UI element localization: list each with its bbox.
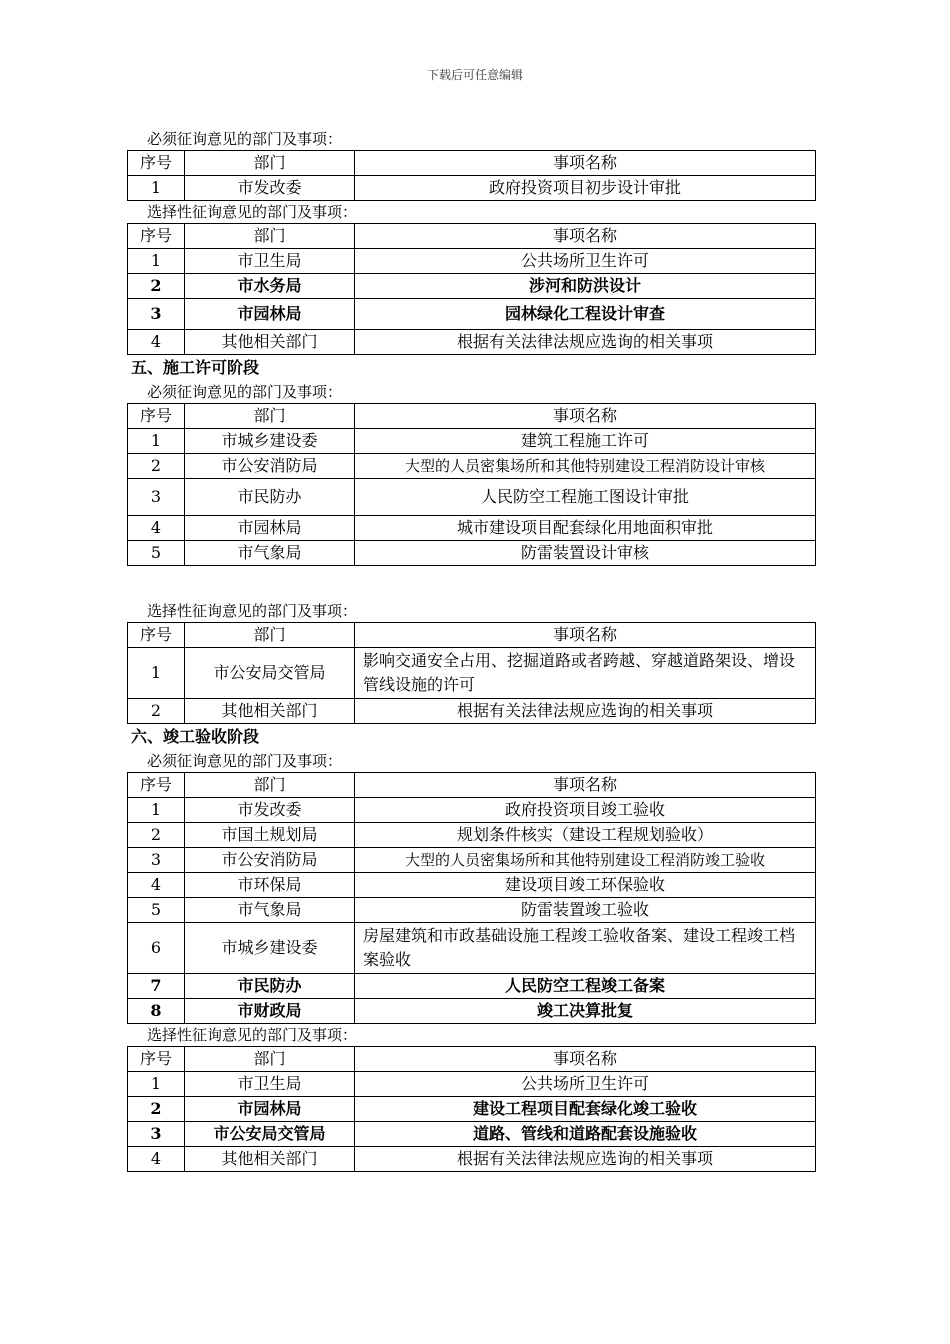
table-row bbox=[128, 848, 816, 873]
row-no: 1 bbox=[128, 1072, 185, 1097]
table-row bbox=[128, 429, 816, 454]
col-header-no: 序号 bbox=[128, 404, 185, 429]
row-no: 6 bbox=[128, 923, 185, 974]
row-no: 4 bbox=[128, 330, 185, 355]
table-row bbox=[128, 699, 816, 724]
table-row bbox=[128, 898, 816, 923]
row-no: 1 bbox=[128, 249, 185, 274]
col-header-no: 序号 bbox=[128, 773, 185, 798]
row-no: 4 bbox=[128, 873, 185, 898]
row-item: 根据有关法律法规应选询的相关事项 bbox=[355, 1147, 816, 1172]
table-row bbox=[128, 1097, 816, 1122]
row-no: 4 bbox=[128, 516, 185, 541]
table-row bbox=[128, 249, 816, 274]
table-row bbox=[128, 923, 816, 974]
col-header-item: 事项名称 bbox=[355, 1047, 816, 1072]
table-row bbox=[128, 873, 816, 898]
row-dept: 市发改委 bbox=[185, 176, 355, 201]
mandatory-note: 必须征询意见的部门及事项： bbox=[147, 752, 343, 770]
row-dept: 其他相关部门 bbox=[185, 699, 355, 724]
row-dept: 市财政局 bbox=[185, 999, 355, 1024]
row-no: 8 bbox=[128, 999, 185, 1024]
row-item: 政府投资项目初步设计审批 bbox=[355, 176, 816, 201]
row-dept: 市气象局 bbox=[185, 898, 355, 923]
row-item: 城市建设项目配套绿化用地面积审批 bbox=[355, 516, 816, 541]
col-header-no: 序号 bbox=[128, 1047, 185, 1072]
col-header-item: 事项名称 bbox=[355, 151, 816, 176]
col-header-item: 事项名称 bbox=[355, 224, 816, 249]
section-title-construction-permit: 五、施工许可阶段 bbox=[131, 358, 260, 377]
col-header-dept: 部门 bbox=[185, 1047, 355, 1072]
row-no: 4 bbox=[128, 1147, 185, 1172]
row-dept: 其他相关部门 bbox=[185, 330, 355, 355]
row-item: 竣工决算批复 bbox=[355, 999, 816, 1024]
row-no: 1 bbox=[128, 798, 185, 823]
col-header-no: 序号 bbox=[128, 151, 185, 176]
row-no: 5 bbox=[128, 898, 185, 923]
mandatory-table-permit bbox=[127, 403, 816, 566]
row-dept: 市卫生局 bbox=[185, 1072, 355, 1097]
table-row bbox=[128, 1122, 816, 1147]
row-item: 大型的人员密集场所和其他特别建设工程消防设计审核 bbox=[355, 454, 816, 479]
row-no: 2 bbox=[128, 274, 185, 299]
row-dept: 市城乡建设委 bbox=[185, 429, 355, 454]
row-no: 3 bbox=[128, 1122, 185, 1147]
col-header-item: 事项名称 bbox=[355, 404, 816, 429]
table-row bbox=[128, 330, 816, 355]
table-row bbox=[128, 274, 816, 299]
row-dept: 市园林局 bbox=[185, 1097, 355, 1122]
col-header-no: 序号 bbox=[128, 623, 185, 648]
row-item: 防雷装置设计审核 bbox=[355, 541, 816, 566]
row-item: 根据有关法律法规应选询的相关事项 bbox=[355, 699, 816, 724]
row-no: 2 bbox=[128, 1097, 185, 1122]
document-body bbox=[127, 128, 815, 1172]
table-row bbox=[128, 648, 816, 699]
table-header-row bbox=[128, 773, 816, 798]
row-no: 3 bbox=[128, 299, 185, 330]
row-dept: 市园林局 bbox=[185, 516, 355, 541]
row-dept: 市发改委 bbox=[185, 798, 355, 823]
row-dept: 市民防办 bbox=[185, 479, 355, 516]
row-no: 2 bbox=[128, 699, 185, 724]
row-item: 公共场所卫生许可 bbox=[355, 249, 816, 274]
row-no: 2 bbox=[128, 454, 185, 479]
row-item: 人民防空工程施工图设计审批 bbox=[355, 479, 816, 516]
row-dept: 市环保局 bbox=[185, 873, 355, 898]
mandatory-note: 必须征询意见的部门及事项： bbox=[147, 130, 343, 148]
row-item: 政府投资项目竣工验收 bbox=[355, 798, 816, 823]
table-row bbox=[128, 454, 816, 479]
row-no: 1 bbox=[128, 176, 185, 201]
row-item: 规划条件核实（建设工程规划验收） bbox=[355, 823, 816, 848]
row-item: 人民防空工程竣工备案 bbox=[355, 974, 816, 999]
row-item: 涉河和防洪设计 bbox=[355, 274, 816, 299]
row-dept: 市公安局交管局 bbox=[185, 648, 355, 699]
spacer bbox=[127, 566, 815, 600]
col-header-no: 序号 bbox=[128, 224, 185, 249]
optional-note: 选择性征询意见的部门及事项： bbox=[147, 602, 358, 620]
row-no: 7 bbox=[128, 974, 185, 999]
table-header-row bbox=[128, 151, 816, 176]
table-row bbox=[128, 541, 816, 566]
optional-note: 选择性征询意见的部门及事项： bbox=[147, 1026, 358, 1044]
row-item: 防雷装置竣工验收 bbox=[355, 898, 816, 923]
optional-table-design bbox=[127, 223, 816, 355]
col-header-dept: 部门 bbox=[185, 224, 355, 249]
row-no: 1 bbox=[128, 429, 185, 454]
row-dept: 市公安消防局 bbox=[185, 454, 355, 479]
table-row bbox=[128, 176, 816, 201]
page-header: 下载后可任意编辑 bbox=[426, 68, 523, 82]
row-dept: 市气象局 bbox=[185, 541, 355, 566]
row-dept: 市公安消防局 bbox=[185, 848, 355, 873]
row-item: 道路、管线和道路配套设施验收 bbox=[355, 1122, 816, 1147]
table-header-row bbox=[128, 224, 816, 249]
table-header-row bbox=[128, 404, 816, 429]
col-header-dept: 部门 bbox=[185, 623, 355, 648]
row-item: 建设工程项目配套绿化竣工验收 bbox=[355, 1097, 816, 1122]
row-no: 1 bbox=[128, 648, 185, 699]
col-header-dept: 部门 bbox=[185, 404, 355, 429]
row-dept: 市公安局交管局 bbox=[185, 1122, 355, 1147]
col-header-item: 事项名称 bbox=[355, 773, 816, 798]
row-no: 3 bbox=[128, 848, 185, 873]
table-row bbox=[128, 479, 816, 516]
row-no: 3 bbox=[128, 479, 185, 516]
col-header-item: 事项名称 bbox=[355, 623, 816, 648]
optional-table-acceptance bbox=[127, 1046, 816, 1172]
mandatory-table-design bbox=[127, 150, 816, 201]
row-no: 5 bbox=[128, 541, 185, 566]
table-row bbox=[128, 299, 816, 330]
mandatory-table-acceptance bbox=[127, 772, 816, 1024]
row-dept: 市国土规划局 bbox=[185, 823, 355, 848]
col-header-dept: 部门 bbox=[185, 773, 355, 798]
row-dept: 其他相关部门 bbox=[185, 1147, 355, 1172]
row-dept: 市城乡建设委 bbox=[185, 923, 355, 974]
mandatory-note: 必须征询意见的部门及事项： bbox=[147, 383, 343, 401]
section-title-completion-acceptance: 六、竣工验收阶段 bbox=[131, 727, 260, 746]
row-dept: 市园林局 bbox=[185, 299, 355, 330]
table-header-row bbox=[128, 1047, 816, 1072]
table-row bbox=[128, 798, 816, 823]
table-row bbox=[128, 974, 816, 999]
row-item: 大型的人员密集场所和其他特别建设工程消防竣工验收 bbox=[355, 848, 816, 873]
row-dept: 市卫生局 bbox=[185, 249, 355, 274]
table-row bbox=[128, 1072, 816, 1097]
table-row bbox=[128, 516, 816, 541]
table-header-row bbox=[128, 623, 816, 648]
row-item: 影响交通安全占用、挖掘道路或者跨越、穿越道路架设、增设管线设施的许可 bbox=[355, 648, 816, 699]
row-item: 园林绿化工程设计审查 bbox=[355, 299, 816, 330]
col-header-dept: 部门 bbox=[185, 151, 355, 176]
table-row bbox=[128, 999, 816, 1024]
row-item: 房屋建筑和市政基础设施工程竣工验收备案、建设工程竣工档案验收 bbox=[355, 923, 816, 974]
row-item: 根据有关法律法规应选询的相关事项 bbox=[355, 330, 816, 355]
row-no: 2 bbox=[128, 823, 185, 848]
table-row bbox=[128, 823, 816, 848]
row-dept: 市民防办 bbox=[185, 974, 355, 999]
row-dept: 市水务局 bbox=[185, 274, 355, 299]
row-item: 建筑工程施工许可 bbox=[355, 429, 816, 454]
table-row bbox=[128, 1147, 816, 1172]
row-item: 公共场所卫生许可 bbox=[355, 1072, 816, 1097]
row-item: 建设项目竣工环保验收 bbox=[355, 873, 816, 898]
optional-note: 选择性征询意见的部门及事项： bbox=[147, 203, 358, 221]
optional-table-permit bbox=[127, 622, 816, 724]
